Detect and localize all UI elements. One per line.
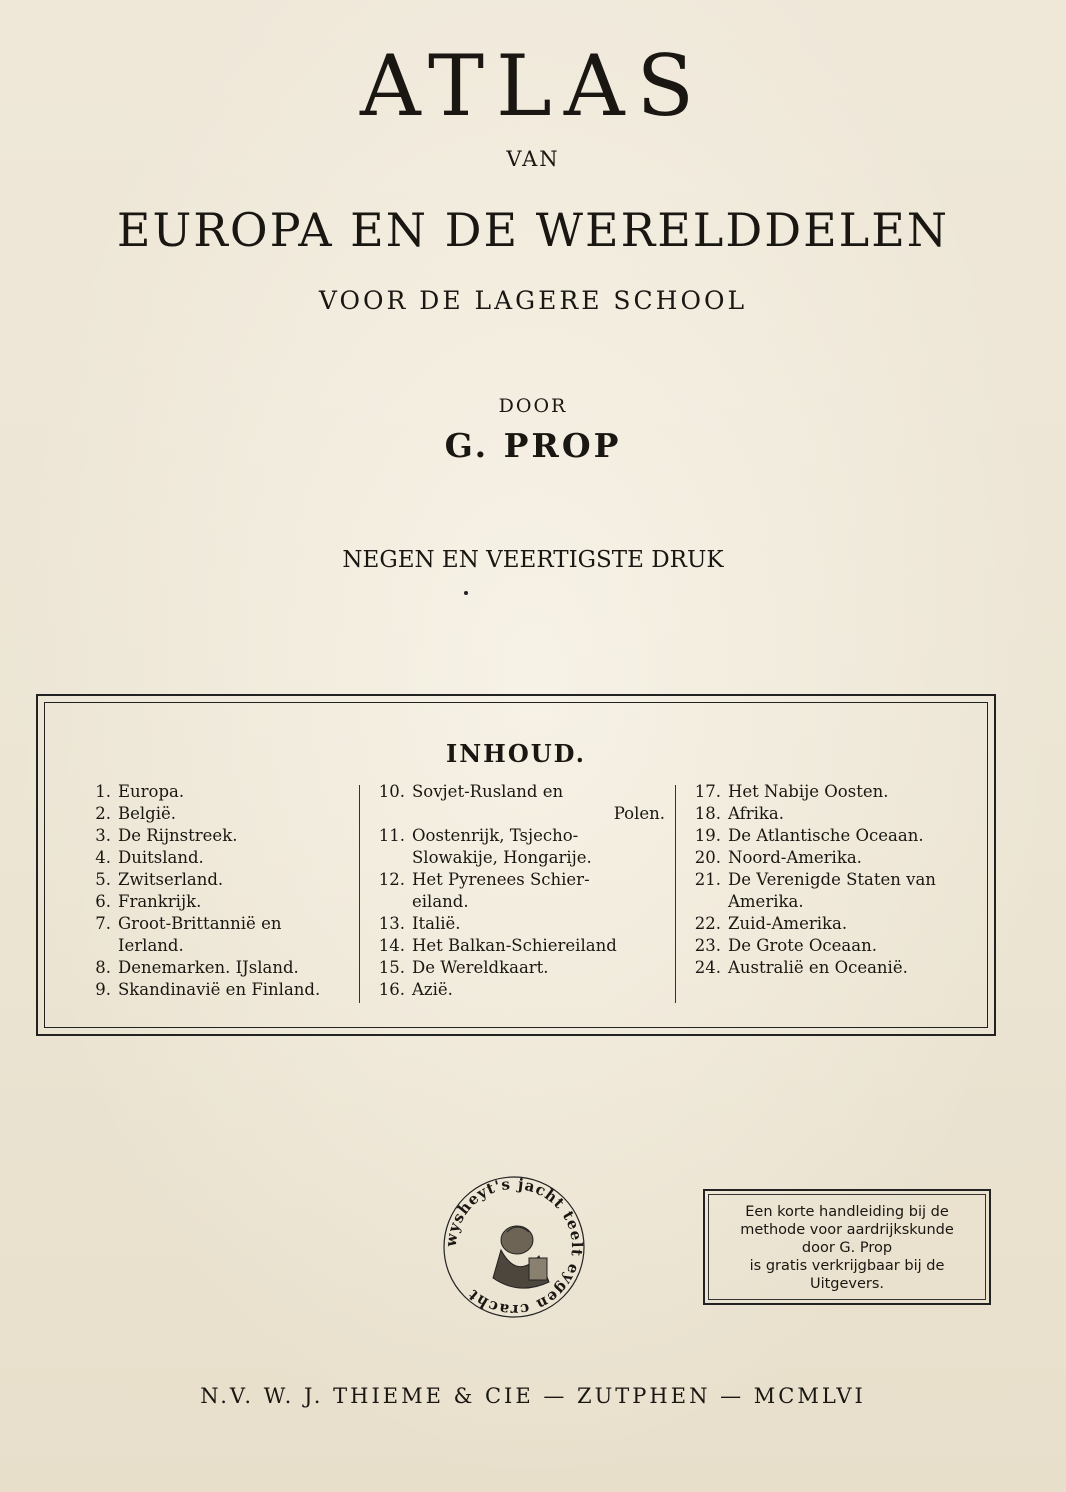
publisher-emblem-icon — [437, 1170, 591, 1324]
contents-entry — [691, 781, 991, 803]
notice-line: is gratis verkrijgbaar bij de — [749, 1258, 945, 1274]
book-title: ATLAS — [359, 37, 707, 135]
contents-entry — [81, 957, 381, 979]
entry-number: 23. — [694, 936, 721, 955]
entry-title: Sovjet-Rusland en — [412, 782, 564, 801]
entry-title: Europa. — [118, 782, 185, 801]
entry-number: 1. — [95, 782, 111, 801]
contents-column-3 — [691, 781, 991, 979]
entry-number: 13. — [378, 914, 405, 933]
entry-number: 6. — [95, 892, 111, 911]
entry-title: De Atlantische Oceaan. — [728, 826, 924, 845]
entry-number: 7. — [95, 914, 111, 933]
column-divider — [675, 785, 676, 1003]
contents-entry — [691, 957, 991, 979]
entry-number: 14. — [378, 936, 405, 955]
entry-title: Noord-Amerika. — [728, 848, 862, 867]
entry-title: Frankrijk. — [118, 892, 202, 911]
ornament-dot — [464, 591, 468, 595]
contents-entry — [375, 979, 667, 1001]
notice-box — [703, 1189, 991, 1305]
contents-entry — [81, 979, 381, 1001]
entry-title: België. — [118, 804, 177, 823]
entry-number: 15. — [378, 958, 405, 977]
contents-entry — [691, 913, 991, 935]
contents-entry — [691, 869, 991, 891]
entry-number: 20. — [694, 848, 721, 867]
contents-entry — [691, 935, 991, 957]
contents-column-2 — [375, 781, 667, 1001]
entry-title: Het Pyrenees Schier- — [412, 870, 590, 889]
entry-number: 8. — [95, 958, 111, 977]
entry-title: Australië en Oceanië. — [728, 958, 908, 977]
entry-number: 10. — [378, 782, 405, 801]
entry-title: Het Balkan-Schiereiland — [412, 936, 617, 955]
contents-entry — [375, 913, 667, 935]
contents-entry — [81, 869, 381, 891]
entry-title: Zuid-Amerika. — [728, 914, 848, 933]
entry-title: De Rijnstreek. — [118, 826, 238, 845]
entry-continuation: Amerika. — [728, 892, 804, 911]
entry-title: Italië. — [412, 914, 461, 933]
contents-box-inner — [44, 702, 988, 1028]
entry-title: De Verenigde Staten van — [728, 870, 936, 889]
entry-number: 18. — [694, 804, 721, 823]
contents-column-1 — [81, 781, 381, 1001]
entry-number: 9. — [95, 980, 111, 999]
notice-line: methode voor aardrijkskunde — [740, 1222, 954, 1238]
contents-entry — [375, 825, 667, 847]
contents-box — [36, 694, 996, 1036]
entry-title: Skandinavië en Finland. — [118, 980, 321, 999]
entry-number: 2. — [95, 804, 111, 823]
contents-entry — [375, 781, 667, 803]
notice-text — [708, 1194, 986, 1300]
entry-title: Zwitserland. — [118, 870, 224, 889]
contents-entry — [691, 803, 991, 825]
scholar-figure-icon — [493, 1226, 549, 1288]
entry-title: Groot-Brittannië en — [118, 914, 282, 933]
entry-title: De Wereldkaart. — [412, 958, 549, 977]
entry-number: 4. — [95, 848, 111, 867]
entry-continuation: Ierland. — [118, 936, 184, 955]
entry-continuation: Polen. — [613, 804, 665, 823]
contents-entry — [81, 781, 381, 803]
entry-title: Het Nabije Oosten. — [728, 782, 889, 801]
contents-entry — [375, 957, 667, 979]
entry-title: Duitsland. — [118, 848, 204, 867]
by-label: DOOR — [498, 395, 568, 417]
entry-number: 11. — [378, 826, 405, 845]
notice-line: Een korte handleiding bij de — [745, 1204, 949, 1220]
contents-entry — [691, 847, 991, 869]
entry-number: 24. — [694, 958, 721, 977]
entry-title: Denemarken. IJsland. — [118, 958, 299, 977]
entry-continuation: eiland. — [412, 892, 469, 911]
notice-line: door G. Prop — [801, 1240, 893, 1256]
contents-entry — [81, 825, 381, 847]
contents-entry — [375, 935, 667, 957]
publisher-imprint: N.V. W. J. THIEME & CIE — ZUTPHEN — MCMLVI — [200, 1384, 866, 1408]
book-subtitle: VOOR DE LAGERE SCHOOL — [318, 286, 748, 315]
author-name: G. PROP — [444, 426, 622, 465]
entry-title: De Grote Oceaan. — [728, 936, 877, 955]
contents-entry — [81, 847, 381, 869]
entry-number: 3. — [95, 826, 111, 845]
entry-number: 17. — [694, 782, 721, 801]
book-main-title: EUROPA EN DE WERELDDELEN — [116, 203, 950, 257]
title-connector: VAN — [506, 147, 560, 171]
contents-entry — [691, 825, 991, 847]
contents-entry — [375, 869, 667, 891]
contents-entry — [81, 891, 381, 913]
entry-title: Azië. — [412, 980, 453, 999]
entry-number: 21. — [694, 870, 721, 889]
entry-number: 19. — [694, 826, 721, 845]
entry-number: 22. — [694, 914, 721, 933]
entry-number: 16. — [378, 980, 405, 999]
contents-entry — [81, 913, 381, 935]
emblem-motto: wysheyt's jacht teelt eygen cracht — [441, 1174, 587, 1320]
entry-title: Afrika. — [728, 804, 784, 823]
entry-number: 12. — [378, 870, 405, 889]
entry-title: Oostenrijk, Tsjecho- — [412, 826, 579, 845]
edition-label: NEGEN EN VEERTIGSTE DRUK — [342, 547, 724, 573]
entry-number: 5. — [95, 870, 111, 889]
contents-heading: INHOUD. — [446, 739, 586, 768]
contents-entry — [81, 803, 381, 825]
notice-line: Uitgevers. — [809, 1276, 885, 1292]
entry-continuation: Slowakije, Hongarije. — [412, 848, 592, 867]
